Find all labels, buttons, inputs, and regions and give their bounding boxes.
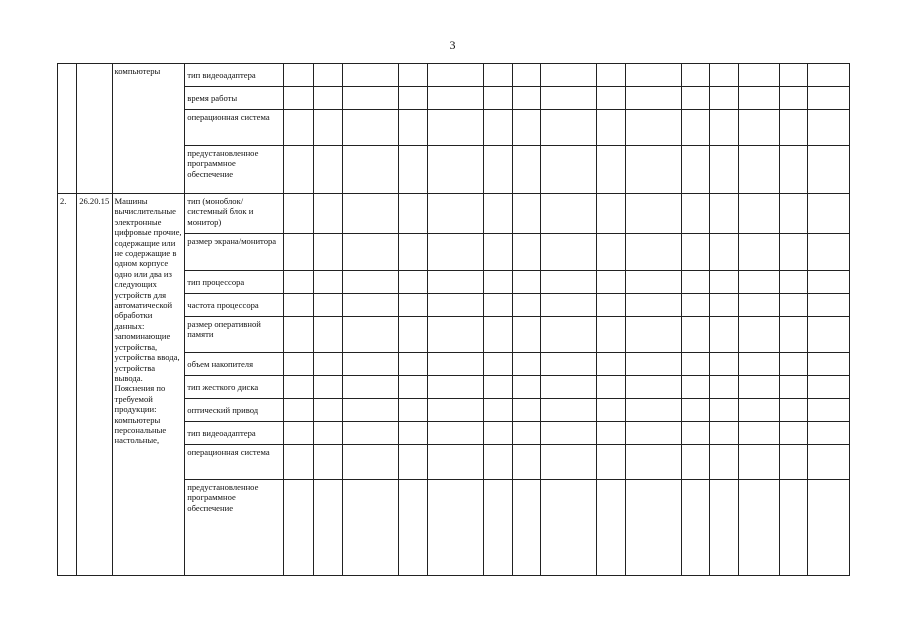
empty-cell (625, 422, 682, 445)
empty-cell (738, 87, 779, 110)
empty-cell (512, 146, 540, 194)
empty-cell (313, 234, 342, 271)
okpd-code: 26.20.15 (77, 194, 112, 576)
empty-cell (512, 87, 540, 110)
empty-cell (284, 399, 313, 422)
characteristic-name: операционная система (185, 110, 284, 146)
empty-cell (399, 294, 427, 317)
empty-cell (313, 480, 342, 576)
empty-cell (399, 399, 427, 422)
empty-cell (808, 399, 850, 422)
empty-cell (597, 110, 625, 146)
empty-cell (284, 445, 313, 480)
empty-cell (284, 317, 313, 353)
empty-cell (682, 146, 710, 194)
empty-cell (484, 317, 512, 353)
empty-cell (780, 146, 808, 194)
empty-cell (512, 445, 540, 480)
empty-cell (512, 353, 540, 376)
empty-cell (710, 87, 738, 110)
empty-cell (427, 271, 484, 294)
empty-cell (484, 271, 512, 294)
characteristic-name: тип (моноблок/системный блок и монитор) (185, 194, 284, 234)
empty-cell (284, 64, 313, 87)
empty-cell (780, 353, 808, 376)
requirements-table (57, 63, 850, 576)
empty-cell (427, 353, 484, 376)
empty-cell (738, 317, 779, 353)
empty-cell (808, 422, 850, 445)
empty-cell (484, 87, 512, 110)
empty-cell (512, 422, 540, 445)
empty-cell (313, 353, 342, 376)
empty-cell (808, 271, 850, 294)
empty-cell (597, 271, 625, 294)
empty-cell (710, 422, 738, 445)
empty-cell (682, 480, 710, 576)
empty-cell (808, 480, 850, 576)
empty-cell (780, 234, 808, 271)
empty-cell (540, 317, 597, 353)
empty-cell (399, 376, 427, 399)
okpd-code (77, 64, 112, 194)
empty-cell (710, 271, 738, 294)
empty-cell (284, 376, 313, 399)
empty-cell (710, 234, 738, 271)
empty-cell (399, 422, 427, 445)
empty-cell (427, 64, 484, 87)
empty-cell (313, 64, 342, 87)
empty-cell (808, 146, 850, 194)
empty-cell (682, 64, 710, 87)
empty-cell (313, 317, 342, 353)
empty-cell (808, 64, 850, 87)
empty-cell (342, 194, 399, 234)
empty-cell (284, 146, 313, 194)
empty-cell (512, 480, 540, 576)
empty-cell (512, 234, 540, 271)
empty-cell (625, 271, 682, 294)
empty-cell (682, 110, 710, 146)
empty-cell (625, 480, 682, 576)
characteristic-name: частота процессора (185, 294, 284, 317)
empty-cell (342, 234, 399, 271)
empty-cell (780, 317, 808, 353)
empty-cell (808, 87, 850, 110)
empty-cell (427, 194, 484, 234)
empty-cell (399, 234, 427, 271)
empty-cell (682, 445, 710, 480)
empty-cell (342, 376, 399, 399)
characteristic-name: время работы (185, 87, 284, 110)
empty-cell (625, 110, 682, 146)
table-body (58, 64, 850, 576)
empty-cell (512, 399, 540, 422)
empty-cell (427, 87, 484, 110)
empty-cell (284, 294, 313, 317)
empty-cell (313, 445, 342, 480)
empty-cell (682, 376, 710, 399)
empty-cell (342, 146, 399, 194)
empty-cell (427, 422, 484, 445)
empty-cell (710, 194, 738, 234)
empty-cell (427, 480, 484, 576)
empty-cell (780, 422, 808, 445)
empty-cell (540, 194, 597, 234)
empty-cell (540, 64, 597, 87)
empty-cell (597, 399, 625, 422)
empty-cell (710, 64, 738, 87)
empty-cell (780, 271, 808, 294)
empty-cell (284, 110, 313, 146)
empty-cell (484, 399, 512, 422)
empty-cell (738, 271, 779, 294)
empty-cell (710, 294, 738, 317)
empty-cell (710, 480, 738, 576)
empty-cell (540, 399, 597, 422)
row-number (58, 64, 77, 194)
empty-cell (399, 271, 427, 294)
empty-cell (284, 480, 313, 576)
empty-cell (512, 376, 540, 399)
empty-cell (682, 271, 710, 294)
empty-cell (342, 64, 399, 87)
empty-cell (484, 480, 512, 576)
empty-cell (427, 317, 484, 353)
empty-cell (625, 376, 682, 399)
empty-cell (540, 146, 597, 194)
empty-cell (682, 234, 710, 271)
empty-cell (512, 317, 540, 353)
empty-cell (399, 110, 427, 146)
empty-cell (284, 87, 313, 110)
empty-cell (780, 64, 808, 87)
empty-cell (738, 194, 779, 234)
empty-cell (484, 353, 512, 376)
empty-cell (780, 480, 808, 576)
empty-cell (682, 194, 710, 234)
empty-cell (540, 234, 597, 271)
empty-cell (597, 234, 625, 271)
empty-cell (484, 234, 512, 271)
empty-cell (342, 422, 399, 445)
empty-cell (625, 317, 682, 353)
characteristic-name: размер оперативной памяти (185, 317, 284, 353)
empty-cell (540, 87, 597, 110)
empty-cell (597, 64, 625, 87)
empty-cell (313, 87, 342, 110)
empty-cell (313, 146, 342, 194)
empty-cell (780, 445, 808, 480)
empty-cell (399, 146, 427, 194)
empty-cell (597, 445, 625, 480)
empty-cell (540, 110, 597, 146)
characteristic-name: тип видеоадаптера (185, 64, 284, 87)
empty-cell (597, 317, 625, 353)
empty-cell (780, 110, 808, 146)
empty-cell (540, 480, 597, 576)
characteristic-name: оптический привод (185, 399, 284, 422)
characteristic-name: тип жесткого диска (185, 376, 284, 399)
empty-cell (540, 376, 597, 399)
empty-cell (682, 422, 710, 445)
empty-cell (399, 317, 427, 353)
empty-cell (625, 399, 682, 422)
empty-cell (540, 422, 597, 445)
characteristic-name: операционная система (185, 445, 284, 480)
characteristic-name: объем накопителя (185, 353, 284, 376)
empty-cell (780, 376, 808, 399)
empty-cell (540, 294, 597, 317)
empty-cell (284, 194, 313, 234)
empty-cell (342, 353, 399, 376)
page-number: 3 (449, 38, 456, 52)
empty-cell (427, 399, 484, 422)
empty-cell (484, 422, 512, 445)
empty-cell (738, 353, 779, 376)
empty-cell (427, 294, 484, 317)
empty-cell (780, 294, 808, 317)
empty-cell (313, 194, 342, 234)
empty-cell (738, 234, 779, 271)
empty-cell (682, 294, 710, 317)
empty-cell (710, 376, 738, 399)
empty-cell (808, 445, 850, 480)
empty-cell (484, 445, 512, 480)
empty-cell (808, 376, 850, 399)
empty-cell (738, 422, 779, 445)
empty-cell (540, 271, 597, 294)
table-row (58, 64, 850, 87)
empty-cell (399, 64, 427, 87)
empty-cell (738, 64, 779, 87)
empty-cell (682, 87, 710, 110)
empty-cell (682, 353, 710, 376)
empty-cell (738, 480, 779, 576)
row-number: 2. (58, 194, 77, 576)
empty-cell (597, 376, 625, 399)
product-name: Машины вычислительные электронные цифровые прочие, содержащие или не содержащие в одном корпусе одно или два из следующих устройств для автоматической обработки данных: запоминающие устройства, устройства ввода, устройства вывода. Пояснения по требуемой продукции: компьютеры персональные настольные, (112, 194, 185, 576)
empty-cell (808, 110, 850, 146)
empty-cell (284, 271, 313, 294)
empty-cell (540, 353, 597, 376)
empty-cell (597, 146, 625, 194)
empty-cell (808, 294, 850, 317)
empty-cell (738, 445, 779, 480)
empty-cell (313, 271, 342, 294)
empty-cell (710, 110, 738, 146)
empty-cell (597, 422, 625, 445)
empty-cell (484, 64, 512, 87)
empty-cell (399, 194, 427, 234)
empty-cell (284, 422, 313, 445)
empty-cell (597, 353, 625, 376)
empty-cell (625, 353, 682, 376)
empty-cell (427, 110, 484, 146)
empty-cell (710, 146, 738, 194)
table-row (58, 194, 850, 234)
empty-cell (284, 234, 313, 271)
empty-cell (738, 110, 779, 146)
empty-cell (597, 480, 625, 576)
empty-cell (710, 317, 738, 353)
empty-cell (484, 146, 512, 194)
empty-cell (625, 445, 682, 480)
empty-cell (484, 110, 512, 146)
empty-cell (625, 64, 682, 87)
empty-cell (342, 294, 399, 317)
empty-cell (342, 480, 399, 576)
empty-cell (625, 146, 682, 194)
empty-cell (427, 146, 484, 194)
characteristic-name: тип видеоадаптера (185, 422, 284, 445)
empty-cell (738, 146, 779, 194)
empty-cell (780, 194, 808, 234)
empty-cell (512, 194, 540, 234)
empty-cell (484, 294, 512, 317)
empty-cell (808, 317, 850, 353)
empty-cell (738, 294, 779, 317)
characteristic-name: размер экрана/монитора (185, 234, 284, 271)
empty-cell (342, 399, 399, 422)
empty-cell (313, 399, 342, 422)
empty-cell (342, 445, 399, 480)
empty-cell (710, 353, 738, 376)
empty-cell (710, 399, 738, 422)
empty-cell (313, 294, 342, 317)
empty-cell (597, 294, 625, 317)
empty-cell (284, 353, 313, 376)
empty-cell (625, 87, 682, 110)
empty-cell (313, 376, 342, 399)
empty-cell (625, 234, 682, 271)
empty-cell (484, 194, 512, 234)
empty-cell (780, 399, 808, 422)
empty-cell (512, 64, 540, 87)
empty-cell (313, 422, 342, 445)
empty-cell (597, 194, 625, 234)
empty-cell (682, 399, 710, 422)
empty-cell (710, 445, 738, 480)
empty-cell (625, 294, 682, 317)
empty-cell (427, 376, 484, 399)
empty-cell (342, 110, 399, 146)
characteristic-name: предустановленное программное обеспечение (185, 146, 284, 194)
empty-cell (399, 87, 427, 110)
empty-cell (427, 445, 484, 480)
empty-cell (682, 317, 710, 353)
empty-cell (427, 234, 484, 271)
product-name: компьютеры (112, 64, 185, 194)
empty-cell (540, 445, 597, 480)
characteristic-name: тип процессора (185, 271, 284, 294)
empty-cell (399, 445, 427, 480)
empty-cell (780, 87, 808, 110)
empty-cell (512, 110, 540, 146)
empty-cell (399, 480, 427, 576)
empty-cell (512, 294, 540, 317)
characteristic-name: предустановленное программное обеспечение (185, 480, 284, 576)
empty-cell (738, 376, 779, 399)
empty-cell (808, 234, 850, 271)
empty-cell (484, 376, 512, 399)
empty-cell (738, 399, 779, 422)
empty-cell (342, 317, 399, 353)
empty-cell (399, 353, 427, 376)
empty-cell (342, 87, 399, 110)
empty-cell (625, 194, 682, 234)
empty-cell (512, 271, 540, 294)
empty-cell (808, 194, 850, 234)
empty-cell (342, 271, 399, 294)
empty-cell (597, 87, 625, 110)
empty-cell (313, 110, 342, 146)
empty-cell (808, 353, 850, 376)
